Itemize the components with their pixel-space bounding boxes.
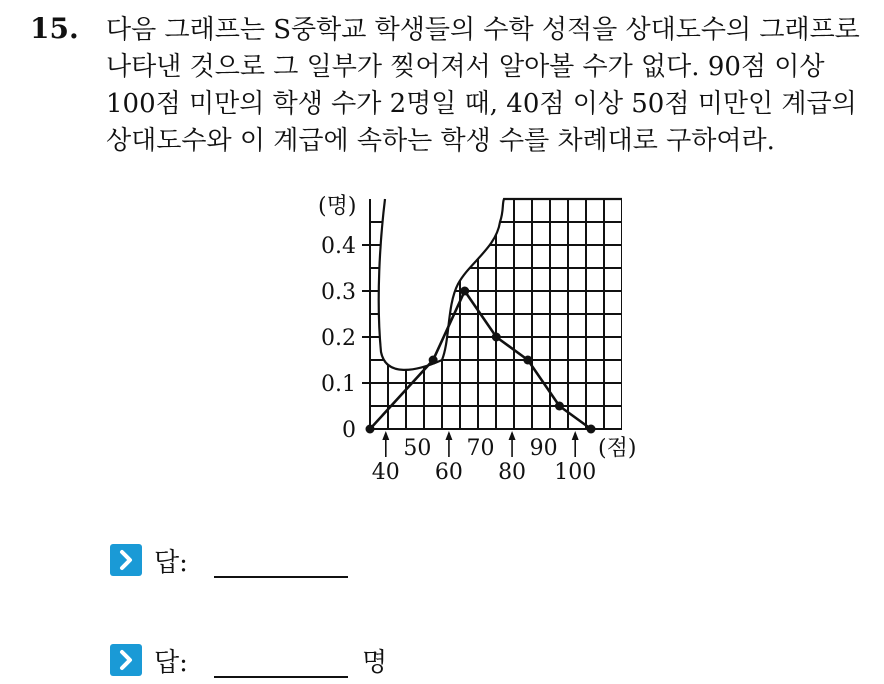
y-tick-label: 0.1 (321, 372, 356, 397)
data-point (429, 356, 438, 365)
data-point (586, 425, 595, 434)
chevron-right-icon (110, 544, 142, 576)
question-line: 다음 그래프는 S중학교 학생들의 수학 성적을 상대도수의 그래프로 (106, 15, 860, 45)
question-number: 15. (30, 12, 79, 45)
chevron-right-icon (110, 644, 142, 676)
answer-blank[interactable] (214, 676, 348, 678)
data-point (492, 333, 501, 342)
x-tick-label-lower: 40 (371, 460, 400, 485)
x-axis-label: (점) (598, 436, 637, 461)
x-tick-arrowhead (572, 431, 579, 440)
x-tick-arrowhead (445, 431, 452, 440)
y-tick-label: 0.4 (321, 234, 356, 259)
question-line: 100점 미만의 학생 수가 2명일 때, 40점 이상 50점 미만인 계급의 (106, 89, 857, 119)
x-tick-label-upper: 70 (466, 436, 495, 461)
x-tick-label-lower: 100 (554, 460, 597, 485)
x-tick-arrowhead (509, 431, 516, 440)
answer-label: 답: (154, 548, 188, 578)
answer-unit: 명 (362, 648, 388, 678)
data-point (523, 356, 532, 365)
data-point (555, 402, 564, 411)
answer-blank[interactable] (214, 576, 348, 578)
y-tick-label: 0.3 (321, 280, 356, 305)
answer-label: 답: (154, 648, 188, 678)
answer-row-2 (110, 640, 510, 680)
x-tick-arrowhead (382, 431, 389, 440)
y-tick-label: 0.2 (321, 326, 356, 351)
x-tick-label-lower: 80 (498, 460, 527, 485)
answer-row-1 (110, 540, 510, 580)
x-tick-label-lower: 60 (434, 460, 463, 485)
question-line: 나타낸 것으로 그 일부가 찢어져서 알아볼 수가 없다. 90점 이상 (106, 52, 825, 82)
y-axis-label: (명) (318, 194, 357, 219)
x-tick-label-upper: 50 (403, 436, 432, 461)
data-point (366, 425, 375, 434)
y-tick-label: 0 (342, 418, 356, 443)
question-line: 상대도수와 이 계급에 속하는 학생 수를 차례대로 구하여라. (106, 126, 775, 156)
data-point (460, 287, 469, 296)
x-tick-label-upper: 90 (529, 436, 558, 461)
